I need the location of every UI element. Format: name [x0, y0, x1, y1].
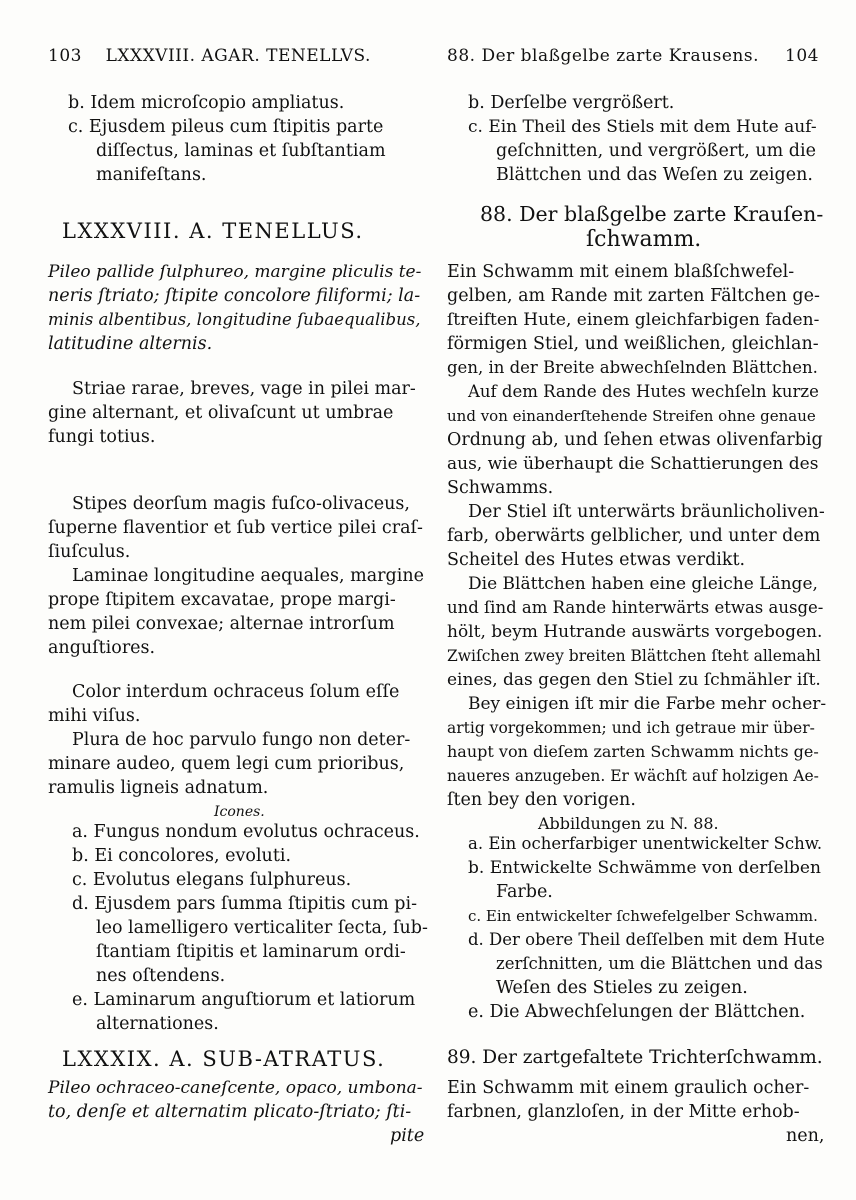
list-item: leo lamelligero verticaliter ſecta, ſub-	[96, 918, 428, 938]
left-page-number: 103	[48, 46, 82, 66]
paragraph-line: und ſind am Rande hinterwärts etwas ausge-	[447, 598, 824, 617]
text-line: diſſectus, laminas et ſubſtantiam	[96, 141, 386, 161]
list-item: d. Ejusdem pars ſumma ſtipitis cum pi-	[72, 894, 417, 914]
paragraph-line: Zwiſchen zwey breiten Blättchen ſteht allemahl	[447, 647, 821, 665]
right-running-title: 88. Der blaßgelbe zarte Krausens.	[447, 46, 759, 66]
section-heading: LXXXIX. A. SUB-ATRATUS.	[62, 1047, 386, 1071]
paragraph-line: nem pilei convexae; alternae introrſum	[48, 614, 395, 634]
text-line: b. Idem microſcopio ampliatus.	[68, 93, 345, 113]
paragraph-line: mihi viſus.	[48, 706, 141, 726]
catchword: pite	[390, 1126, 425, 1146]
diagnosis-line: minis albentibus, longitudine ſubaequalibus,	[48, 310, 421, 329]
list-item: c. Ein entwickelter ſchwefelgelber Schwamm.	[468, 907, 818, 925]
paragraph-line: farb, oberwärts gelblicher, und unter dem	[447, 526, 821, 546]
text-line: Blättchen und das Weſen zu zeigen.	[496, 165, 813, 185]
paragraph-line: ſiuſculus.	[48, 542, 131, 562]
paragraph-line: gen, in der Breite abwechſelnden Blättchen.	[447, 358, 818, 377]
paragraph-line: Stipes deorſum magis fuſco-olivaceus,	[72, 494, 410, 514]
section-heading: ſchwamm.	[586, 227, 702, 252]
paragraph-line: gelben, am Rande mit zarten Fältchen ge-	[447, 286, 820, 306]
diagnosis-line: latitudine alternis.	[48, 334, 213, 354]
list-item: e. Die Abwechſelungen der Blättchen.	[468, 1002, 806, 1022]
paragraph-line: Color interdum ochraceus ſolum eſſe	[72, 682, 400, 702]
paragraph-line: förmigen Stiel, und weißlichen, gleichlan-	[447, 334, 819, 354]
paragraph-line: Scheitel des Hutes etwas verdikt.	[447, 550, 746, 570]
paragraph-line: anguſtiores.	[48, 638, 156, 658]
paragraph-line: minare audeo, quem legi cum prioribus,	[48, 754, 405, 774]
paragraph-line: ſten bey den vorigen.	[447, 790, 636, 810]
text-line: geſchnitten, und vergrößert, um die	[496, 141, 816, 161]
paragraph-line: naueres anzugeben. Er wächſt auf holzigen Ae-	[447, 767, 819, 785]
text-line: c. Ein Theil des Stiels mit dem Hute auf-	[468, 117, 817, 137]
paragraph-line: artig vorgekommen; und ich getraue mir über-	[447, 719, 815, 737]
paragraph-line: Auf dem Rande des Hutes wechſeln kurze	[468, 382, 819, 401]
list-item: nes oſtendens.	[96, 966, 226, 986]
right-page-number: 104	[785, 46, 819, 66]
catchword: nen,	[786, 1126, 825, 1146]
list-item: zerſchnitten, um die Blättchen und das	[496, 954, 823, 973]
list-item: Weſen des Stieles zu zeigen.	[496, 978, 748, 998]
paragraph-line: ramulis ligneis adnatum.	[48, 778, 269, 798]
diagnosis-line: Pileo ochraceo-caneſcente, opaco, umbona-	[48, 1078, 423, 1098]
paragraph-line: aus, wie überhaupt die Schattierungen des	[447, 454, 819, 474]
paragraph-line: Ordnung ab, und ſehen etwas olivenfarbig	[447, 430, 823, 450]
paragraph-line: ſuperne flaventior et ſub vertice pilei craſ-	[48, 518, 423, 538]
paragraph-line: eines, das gegen den Stiel zu ſchmähler iſt.	[447, 670, 821, 690]
paragraph-line: Bey einigen iſt mir die Farbe mehr ocher-	[468, 694, 827, 714]
paragraph-line: Laminae longitudine aequales, margine	[72, 566, 424, 586]
section-heading: 89. Der zartgefaltete Trichterſchwamm.	[447, 1047, 823, 1068]
list-item: ſtantiam ſtipitis et laminarum ordi-	[96, 942, 406, 962]
list-item: a. Fungus nondum evolutus ochraceus.	[72, 822, 420, 842]
paragraph-line: Ein Schwamm mit einem graulich ocher-	[447, 1078, 810, 1098]
paragraph-line: Die Blättchen haben eine gleiche Länge,	[468, 574, 818, 594]
paragraph-line: prope ſtipitem excavatae, prope margi-	[48, 590, 396, 610]
paragraph-line: Der Stiel iſt unterwärts bräunlicholiven-	[468, 502, 825, 522]
list-item: Farbe.	[496, 882, 553, 902]
list-item: b. Entwickelte Schwämme von derſelben	[468, 858, 821, 878]
abbildungen-title: Abbildungen zu N. 88.	[538, 814, 719, 833]
diagnosis-line: Pileo pallide ſulphureo, margine pliculis te-	[48, 262, 422, 282]
paragraph-line: Striae rarae, breves, vage in pilei mar-	[72, 379, 416, 399]
paragraph-line: Plura de hoc parvulo fungo non deter-	[72, 730, 411, 750]
diagnosis-line: to, denſe et alternatim plicato-ſtriato; ſti-	[48, 1102, 412, 1122]
section-heading: 88. Der blaßgelbe zarte Krauſen-	[480, 202, 824, 226]
paragraph-line: fungi totius.	[48, 427, 156, 447]
paragraph-line: haupt von dieſem zarten Schwamm nichts ge-	[447, 742, 819, 761]
list-item: b. Ei concolores, evoluti.	[72, 846, 292, 866]
list-item: d. Der obere Theil deſſelben mit dem Hute	[468, 930, 825, 949]
diagnosis-line: neris ſtriato; ſtipite concolore filiformi; la-	[48, 286, 421, 306]
paragraph-line: hölt, beym Hutrande auswärts vorgebogen.	[447, 622, 823, 642]
paragraph-line: Schwamms.	[447, 478, 554, 498]
section-heading: LXXXVIII. A. TENELLUS.	[62, 219, 364, 243]
list-item: e. Laminarum anguſtiorum et latiorum	[72, 990, 416, 1010]
paragraph-line: farbnen, glanzloſen, in der Mitte erhob-	[447, 1102, 800, 1122]
list-item: c. Evolutus elegans ſulphureus.	[72, 870, 352, 890]
icones-title: Icones.	[214, 804, 265, 820]
paragraph-line: gine alternant, et olivaſcunt ut umbrae	[48, 403, 394, 423]
paragraph-line: ſtreiften Hute, einem gleichfarbigen faden-	[447, 310, 820, 330]
right-running-head	[447, 46, 819, 66]
paragraph-line: und von einanderſtehende Streifen ohne genaue	[447, 407, 816, 425]
list-item: alternationes.	[96, 1014, 219, 1034]
text-line: b. Derſelbe vergrößert.	[468, 93, 675, 113]
left-running-head	[48, 46, 371, 66]
text-line: manifeſtans.	[96, 165, 207, 185]
left-running-title: LXXXVIII. AGAR. TENELLVS.	[105, 46, 371, 66]
text-line: c. Ejusdem pileus cum ſtipitis parte	[68, 117, 384, 137]
list-item: a. Ein ocherfarbiger unentwickelter Schw.	[468, 834, 823, 853]
paragraph-line: Ein Schwamm mit einem blaßſchwefel-	[447, 262, 795, 282]
